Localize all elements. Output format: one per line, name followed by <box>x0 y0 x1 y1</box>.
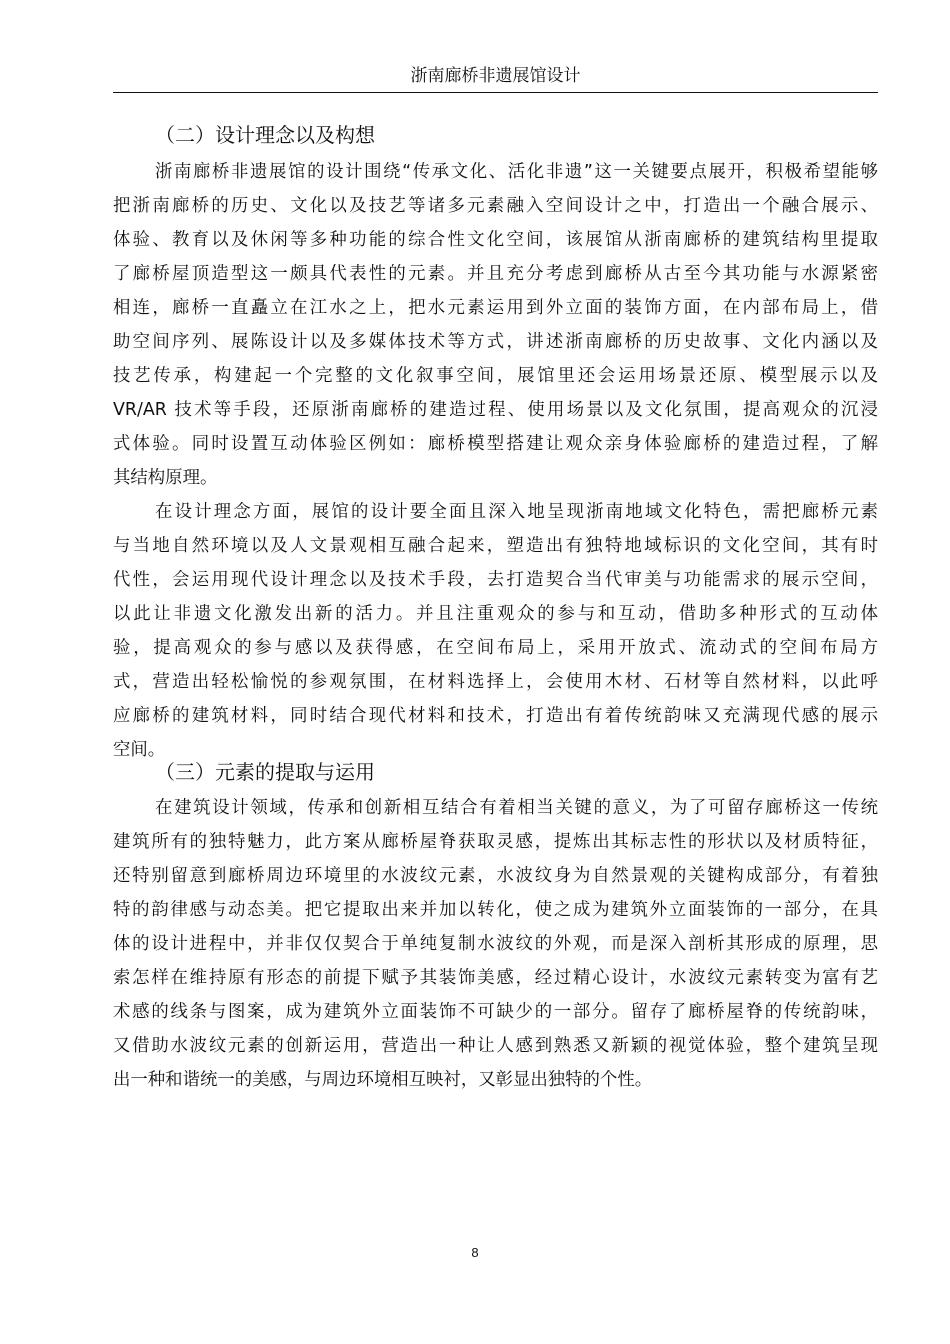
text-line: 以此让非遗文化激发出新的活力。并且注重观众的参与和互动，借助多种形式的互动体 <box>113 604 878 624</box>
text-line: 在建筑设计领域，传承和创新相互结合有着相当关键的意义，为了可留存廊桥这一传统 <box>155 798 878 818</box>
section-2-paragraph-1 <box>113 155 878 495</box>
text-line: 其结构原理。 <box>113 468 218 488</box>
text-line: 又借助水波纹元素的创新运用，营造出一种让人感到熟悉又新颖的视觉体验，整个建筑呈现 <box>113 1036 878 1056</box>
text-line: 在设计理念方面，展馆的设计要全面且深入地呈现浙南地域文化特色，需把廊桥元素 <box>155 502 878 522</box>
text-line: 浙南廊桥非遗展馆的设计围绕“传承文化、活化非遗”这一关键要点展开，积极希望能够 <box>155 162 878 182</box>
text-line: 特的韵律感与动态美。把它提取出来并加以转化，使之成为建筑外立面装饰的一部分，在具 <box>113 900 878 920</box>
text-line: 相连，廊桥一直矗立在江水之上，把水元素运用到外立面的装饰方面，在内部布局上，借 <box>113 298 878 318</box>
page-number: 8 <box>471 1245 479 1260</box>
header-rule <box>113 92 878 93</box>
text-line: 术感的线条与图案，成为建筑外立面装饰不可缺少的一部分。留存了廊桥屋脊的传统韵味， <box>113 1002 878 1022</box>
section-2-heading: （二）设计理念以及构想 <box>155 123 375 147</box>
text-line: 空间。 <box>113 740 166 760</box>
section-2-paragraph-2 <box>113 495 878 767</box>
text-line: 体的设计进程中，并非仅仅契合于单纯复制水波纹的外观，而是深入剖析其形成的原理，思 <box>113 934 878 954</box>
text-line: 建筑所有的独特魅力，此方案从廊桥屋脊获取灵感，提炼出其标志性的形状以及材质特征， <box>113 832 878 852</box>
text-line: 式体验。同时设置互动体验区例如：廊桥模型搭建让观众亲身体验廊桥的建造过程，了解 <box>113 434 878 454</box>
text-line: 出一种和谐统一的美感，与周边环境相互映衬，又彰显出独特的个性。 <box>113 1070 653 1090</box>
text-line: 应廊桥的建筑材料，同时结合现代材料和技术，打造出有着传统韵味又充满现代感的展示 <box>113 706 878 726</box>
section-3-heading: （三）元素的提取与运用 <box>155 760 375 784</box>
text-line: 代性，会运用现代设计理念以及技术手段，去打造契合当代审美与功能需求的展示空间， <box>113 570 878 590</box>
text-line: VR/AR 技术等手段，还原浙南廊桥的建造过程、使用场景以及文化氛围，提高观众的沉浸 <box>113 400 878 420</box>
text-line: 助空间序列、展陈设计以及多媒体技术等方式，讲述浙南廊桥的历史故事、文化内涵以及 <box>113 332 878 352</box>
text-line: 了廊桥屋顶造型这一颇具代表性的元素。并且充分考虑到廊桥从古至今其功能与水源紧密 <box>113 264 878 284</box>
text-line: 索怎样在维持原有形态的前提下赋予其装饰美感，经过精心设计，水波纹元素转变为富有艺 <box>113 968 878 988</box>
running-header: 浙南廊桥非遗展馆设计 <box>410 66 581 86</box>
text-line: 把浙南廊桥的历史、文化以及技艺等诸多元素融入空间设计之中，打造出一个融合展示、 <box>113 196 878 216</box>
text-line: 还特别留意到廊桥周边环境里的水波纹元素，水波纹身为自然景观的关键构成部分，有着独 <box>113 866 878 886</box>
text-line: 式，营造出轻松愉悦的参观氛围，在材料选择上，会使用木材、石材等自然材料，以此呼 <box>113 672 878 692</box>
text-line: 验，提高观众的参与感以及获得感，在空间布局上，采用开放式、流动式的空间布局方 <box>113 638 878 658</box>
section-3-paragraph-1 <box>113 791 878 1097</box>
text-line: 体验、教育以及休闲等多种功能的综合性文化空间，该展馆从浙南廊桥的建筑结构里提取 <box>113 230 878 250</box>
text-line: 与当地自然环境以及人文景观相互融合起来，塑造出有独特地域标识的文化空间，其有时 <box>113 536 878 556</box>
text-line: 技艺传承，构建起一个完整的文化叙事空间，展馆里还会运用场景还原、模型展示以及 <box>113 366 878 386</box>
